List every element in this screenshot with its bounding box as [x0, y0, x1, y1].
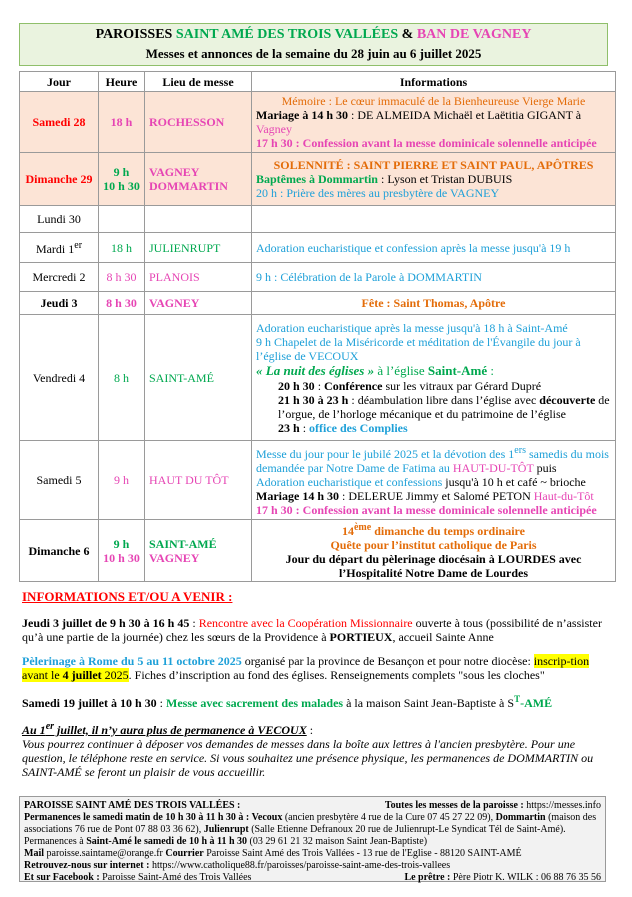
- footer-all-masses: [385, 800, 601, 812]
- info-text: dimanche du temps ordinaire: [371, 524, 525, 538]
- info-cell: [252, 92, 616, 153]
- info-line: Vagney: [256, 122, 292, 136]
- day-cell: Dimanche 6: [20, 520, 99, 582]
- info-text: :: [314, 378, 325, 393]
- info-bold: Mariage à 14 h 30: [256, 108, 348, 122]
- header-subtitle: Messes et annonces de la semaine du 28 juin au 6 juillet 2025: [145, 46, 482, 61]
- info-line: [256, 521, 611, 538]
- messes-info-link[interactable]: https://messes.info: [523, 800, 601, 811]
- info-text: : déambulation libre dans l’église avec: [348, 392, 540, 407]
- info-line: Jour du départ du pèlerinage diocésain à LOURDES avec l’Hospitalité Notre Dame de Lourdes: [285, 552, 582, 580]
- place-cell: [145, 206, 252, 233]
- info-line: [256, 108, 611, 122]
- info-line: SOLENNITÉ : SAINT PIERRE ET SAINT PAUL, APÔTRES: [273, 158, 594, 172]
- header-amp: &: [401, 27, 414, 42]
- info-cell: 9 h : Célébration de la Parole à DOMMARTIN: [252, 263, 616, 292]
- col-informations: Informations: [252, 72, 616, 92]
- table-row: [20, 206, 616, 233]
- table-row: [20, 315, 616, 441]
- footer-row: [24, 872, 601, 884]
- header-ban: BAN DE VAGNEY: [416, 27, 532, 42]
- info-sup: er: [45, 721, 55, 732]
- info-text: Père Piotr K. WILK : 06 88 76 35 56: [450, 872, 601, 883]
- day-cell: [20, 233, 99, 263]
- day-cell: Dimanche 29: [20, 153, 99, 206]
- table-header-row: [20, 72, 616, 92]
- info-text: : DELERUE Jimmy et Salomé PETON: [339, 488, 534, 503]
- time-cell: 8 h 30: [99, 263, 145, 292]
- place-cell: ROCHESSON: [145, 92, 252, 153]
- time-cell: 18 h: [99, 233, 145, 263]
- col-lieu: Lieu de messe: [145, 72, 252, 92]
- info-bold: Messe avec sacrement des malades: [166, 696, 344, 710]
- day-cell: Samedi 5: [20, 441, 99, 520]
- info-bold: 21 h 30 à 23 h: [278, 392, 349, 407]
- place-cell: JULIENRUPT: [145, 233, 252, 263]
- table-row: [20, 292, 616, 315]
- place-1: VAGNEY: [149, 165, 200, 179]
- info-text: (Salle Etienne Defranoux 20 rue de Julienrupt-Le Syndicat Tél de Saint-Amé).: [248, 824, 566, 835]
- info-bold: Conférence: [324, 378, 383, 393]
- info-text: de l’orgue, de l’horloge mécanique et du patrimoine de l’église: [278, 392, 610, 421]
- time-2: 10 h 30: [103, 550, 140, 565]
- day-cell: Jeudi 3: [20, 292, 99, 315]
- footer-priest: [404, 872, 601, 884]
- info-bold: Saint-Amé le samedi de 10 h à 11 h 30: [86, 836, 248, 847]
- info-text: :: [189, 616, 199, 630]
- info-bold: Courrier: [162, 848, 204, 859]
- info-line: [256, 172, 611, 186]
- info-cell: [252, 206, 616, 233]
- announcement-coop: [22, 616, 612, 644]
- info-line: [256, 489, 611, 503]
- table-row: [20, 92, 616, 153]
- info-text: Adoration eucharistique et confessions: [256, 474, 443, 489]
- info-text: à l’église: [374, 362, 428, 378]
- info-sup: ème: [353, 522, 372, 533]
- info-bold: Mariage 14 h 30: [256, 488, 339, 503]
- time-cell: [99, 153, 145, 206]
- info-text: jusqu'à 10 h et café ~ brioche: [442, 474, 586, 489]
- info-place: Haut-du-Tôt: [533, 488, 594, 503]
- header-paroisses: PAROISSES: [95, 27, 173, 42]
- announcement-malades: [22, 692, 612, 710]
- info-line: 17 h 30 : Confession avant la messe dominicale solennelle anticipée: [256, 136, 597, 150]
- time-cell: [99, 206, 145, 233]
- info-text: samedis du mois demandée par Notre Dame de Fatima au: [256, 446, 609, 475]
- footer-permanences: [24, 812, 601, 836]
- info-line: 17 h 30 : Confession avant la messe dominicale solennelle anticipée: [256, 502, 597, 517]
- footer-row: [24, 800, 601, 812]
- header-parish-name: SAINT AMÉ DES TROIS VALLÉES: [175, 27, 399, 42]
- info-bold: découverte: [539, 392, 596, 407]
- info-text: Permanences à: [24, 836, 87, 847]
- info-text: 14: [341, 524, 354, 538]
- info-text: -AMÉ: [520, 696, 553, 710]
- announcements: [22, 590, 612, 779]
- time-1: 9 h: [113, 536, 130, 551]
- info-bold: Jeudi 3 juillet de 9 h 30 à 16 h 45: [22, 616, 190, 630]
- header-title: [20, 25, 607, 45]
- info-place: HAUT-DU-TÔT: [452, 460, 534, 475]
- place-cell: [145, 520, 252, 582]
- info-text: Paroisse Saint Amé des Trois Vallées - 13 rue de l'Eglise - 88120 SAINT-AMÉ: [203, 848, 522, 859]
- time-1: 9 h: [113, 165, 130, 179]
- time-2: 10 h 30: [103, 179, 140, 193]
- day-cell: Mercredi 2: [20, 263, 99, 292]
- info-line: Quête pour l’institut catholique de Paris: [330, 538, 537, 552]
- footer-parish: PAROISSE SAINT AMÉ DES TROIS VALLÉES :: [24, 800, 241, 811]
- info-line: Mémoire : Le cœur immaculé de la Bienheureuse Vierge Marie: [281, 94, 586, 108]
- place-2: VAGNEY: [149, 550, 200, 565]
- info-text: : Lyson et Tristan DUBUIS: [377, 172, 513, 186]
- footer-internet: [24, 860, 601, 872]
- info-line: [256, 421, 611, 435]
- info-text: :: [156, 696, 167, 710]
- day-sup: er: [74, 240, 83, 251]
- info-text: . Fiches d’inscription au fond des églises. Renseignements complets "sous les cloches": [128, 668, 545, 682]
- info-bold: office des Complies: [309, 420, 408, 435]
- info-text: ouverte à tous (possibilité de n’assister qu’à une partie de la journée) chez les sœurs de la Providence à: [22, 616, 602, 644]
- info-sup: ers: [514, 444, 526, 456]
- info-line: [256, 475, 611, 489]
- table-row: [20, 520, 616, 582]
- info-bold: 20 h 30: [278, 378, 315, 393]
- info-text: , accueil Sainte Anne: [392, 630, 494, 644]
- footer-contact: [24, 848, 601, 860]
- info-highlight: Rencontre avec la Coopération Missionnaire: [198, 616, 413, 630]
- footer: [19, 796, 606, 882]
- info-text: à la maison Saint Jean-Baptiste à S: [343, 696, 515, 710]
- info-bold: Samedi 19 juillet à 10 h 30: [22, 696, 157, 710]
- info-bold: Pèlerinage à Rome du 5 au 11 octobre 2025: [22, 654, 242, 668]
- info-bold: Saint-Amé: [427, 362, 488, 378]
- place-cell: HAUT DU TÔT: [145, 441, 252, 520]
- info-text: : DE ALMEIDA Michaël et Laëtitia GIGANT à: [348, 108, 582, 122]
- col-heure: Heure: [99, 72, 145, 92]
- info-bold: Et sur Facebook :: [24, 872, 100, 883]
- table-row: [20, 441, 616, 520]
- info-bold: Julienrupt: [203, 824, 249, 835]
- day-label: Mardi 1: [35, 242, 75, 256]
- place-cell: PLANOIS: [145, 263, 252, 292]
- info-bold: PORTIEUX: [329, 630, 393, 644]
- info-bold: Baptêmes à Dommartin: [256, 172, 378, 186]
- info-text: organisé par la province de Besançon et pour notre diocèse:: [241, 654, 534, 668]
- mail-link[interactable]: paroisse.saintame@orange.fr: [44, 848, 163, 859]
- info-line: [256, 444, 611, 475]
- info-line: [256, 363, 611, 379]
- info-text: :: [487, 362, 494, 378]
- info-text: sur les vitraux par Gérard Dupré: [382, 378, 542, 393]
- info-cell: [252, 441, 616, 520]
- info-cell: [252, 153, 616, 206]
- info-text: :: [299, 420, 310, 435]
- announcement-vecoux-text: Vous pourrez continuer à déposer vos demandes de messes dans la boîte aux lettres à l'ancien presbytère. Pour une question, le téléphone reste en service. Si vous souhaitez une présence physique, les permanences de DOMMARTIN ou SAINT-AMÉ se feront un plaisir de vous accueillir.: [22, 737, 594, 779]
- announcements-title: INFORMATIONS ET/OU A VENIR :: [22, 589, 233, 604]
- info-text: (ancien presbytère 4 rue de la Cure 07 45 27 22 09),: [282, 812, 496, 823]
- time-cell: 8 h 30: [99, 292, 145, 315]
- info-bold: Retrouvez-nous sur internet :: [24, 860, 150, 871]
- info-bold: 4 juillet: [62, 668, 102, 682]
- bulletin-header: [19, 23, 608, 66]
- info-text: (03 29 61 21 32 maison Saint Jean-Baptiste): [247, 836, 428, 847]
- day-cell: Samedi 28: [20, 92, 99, 153]
- info-sup: T: [514, 694, 521, 704]
- time-cell: 18 h: [99, 92, 145, 153]
- announcement-vecoux-title: [22, 720, 612, 737]
- day-cell: Vendredi 4: [20, 315, 99, 441]
- info-cell: [252, 520, 616, 582]
- time-cell: 8 h: [99, 315, 145, 441]
- info-text: 2025: [101, 668, 129, 682]
- announcement-rome: [22, 654, 612, 682]
- place-1: SAINT-AMÉ: [149, 536, 217, 551]
- footer-facebook: [24, 872, 251, 884]
- place-cell: SAINT-AMÉ: [145, 315, 252, 441]
- info-bold: [22, 723, 307, 737]
- info-bold: Le prêtre :: [404, 872, 451, 883]
- info-text: Messe du jour pour le jubilé 2025 et la dévotion des 1: [256, 446, 515, 461]
- info-text: :: [306, 723, 314, 737]
- info-cell: [252, 315, 616, 441]
- website-link[interactable]: https://www.catholique88.fr/paroisses/paroisse-saint-ame-des-trois-vallees: [149, 860, 451, 871]
- facebook-link[interactable]: Paroisse Saint-Amé des Trois Vallées: [99, 872, 252, 883]
- footer-permanences-saint-ame: [24, 836, 601, 848]
- info-text: (maison des associations 76 rue de Pont 07 88 03 36 62),: [24, 812, 597, 835]
- day-cell: Lundi 30: [20, 206, 99, 233]
- info-text: puis: [533, 460, 557, 475]
- table-row: [20, 263, 616, 292]
- info-bold: Permanences le samedi matin de 10 h 30 à 11 h 30 à : Vecoux: [24, 812, 283, 823]
- info-bold: [514, 696, 552, 710]
- info-line: [256, 393, 611, 421]
- time-cell: [99, 520, 145, 582]
- col-jour: Jour: [20, 72, 99, 92]
- info-line: 20 h : Prière des mères au presbytère de VAGNEY: [256, 186, 500, 200]
- info-bold: Toutes les messes de la paroisse :: [384, 800, 524, 811]
- nuit-des-eglises: « La nuit des églises »: [256, 362, 375, 378]
- info-text: inscrip-tion avant le: [22, 654, 590, 682]
- info-text: juillet, il n’y aura plus de permanence à VECOUX: [54, 723, 307, 737]
- info-line: Adoration eucharistique après la messe jusqu'à 18 h à Saint-Amé: [256, 320, 568, 335]
- info-text: Au 1: [22, 723, 46, 737]
- place-2: DOMMARTIN: [149, 179, 228, 193]
- info-cell: Adoration eucharistique et confession après la messe jusqu'à 19 h: [252, 233, 616, 263]
- info-line: 9 h Chapelet de la Miséricorde et méditation de l'Évangile du jour à l’église de VECOUX: [256, 334, 581, 363]
- place-cell: [145, 153, 252, 206]
- info-bold: Dommartin: [495, 812, 546, 823]
- table-row: [20, 153, 616, 206]
- info-line: [256, 379, 611, 393]
- time-cell: 9 h: [99, 441, 145, 520]
- info-cell: Fête : Saint Thomas, Apôtre: [252, 292, 616, 315]
- schedule-table: [19, 71, 616, 582]
- info-bold: 23 h: [278, 420, 300, 435]
- place-cell: VAGNEY: [145, 292, 252, 315]
- info-bold: Mail: [24, 848, 44, 859]
- table-row: [20, 233, 616, 263]
